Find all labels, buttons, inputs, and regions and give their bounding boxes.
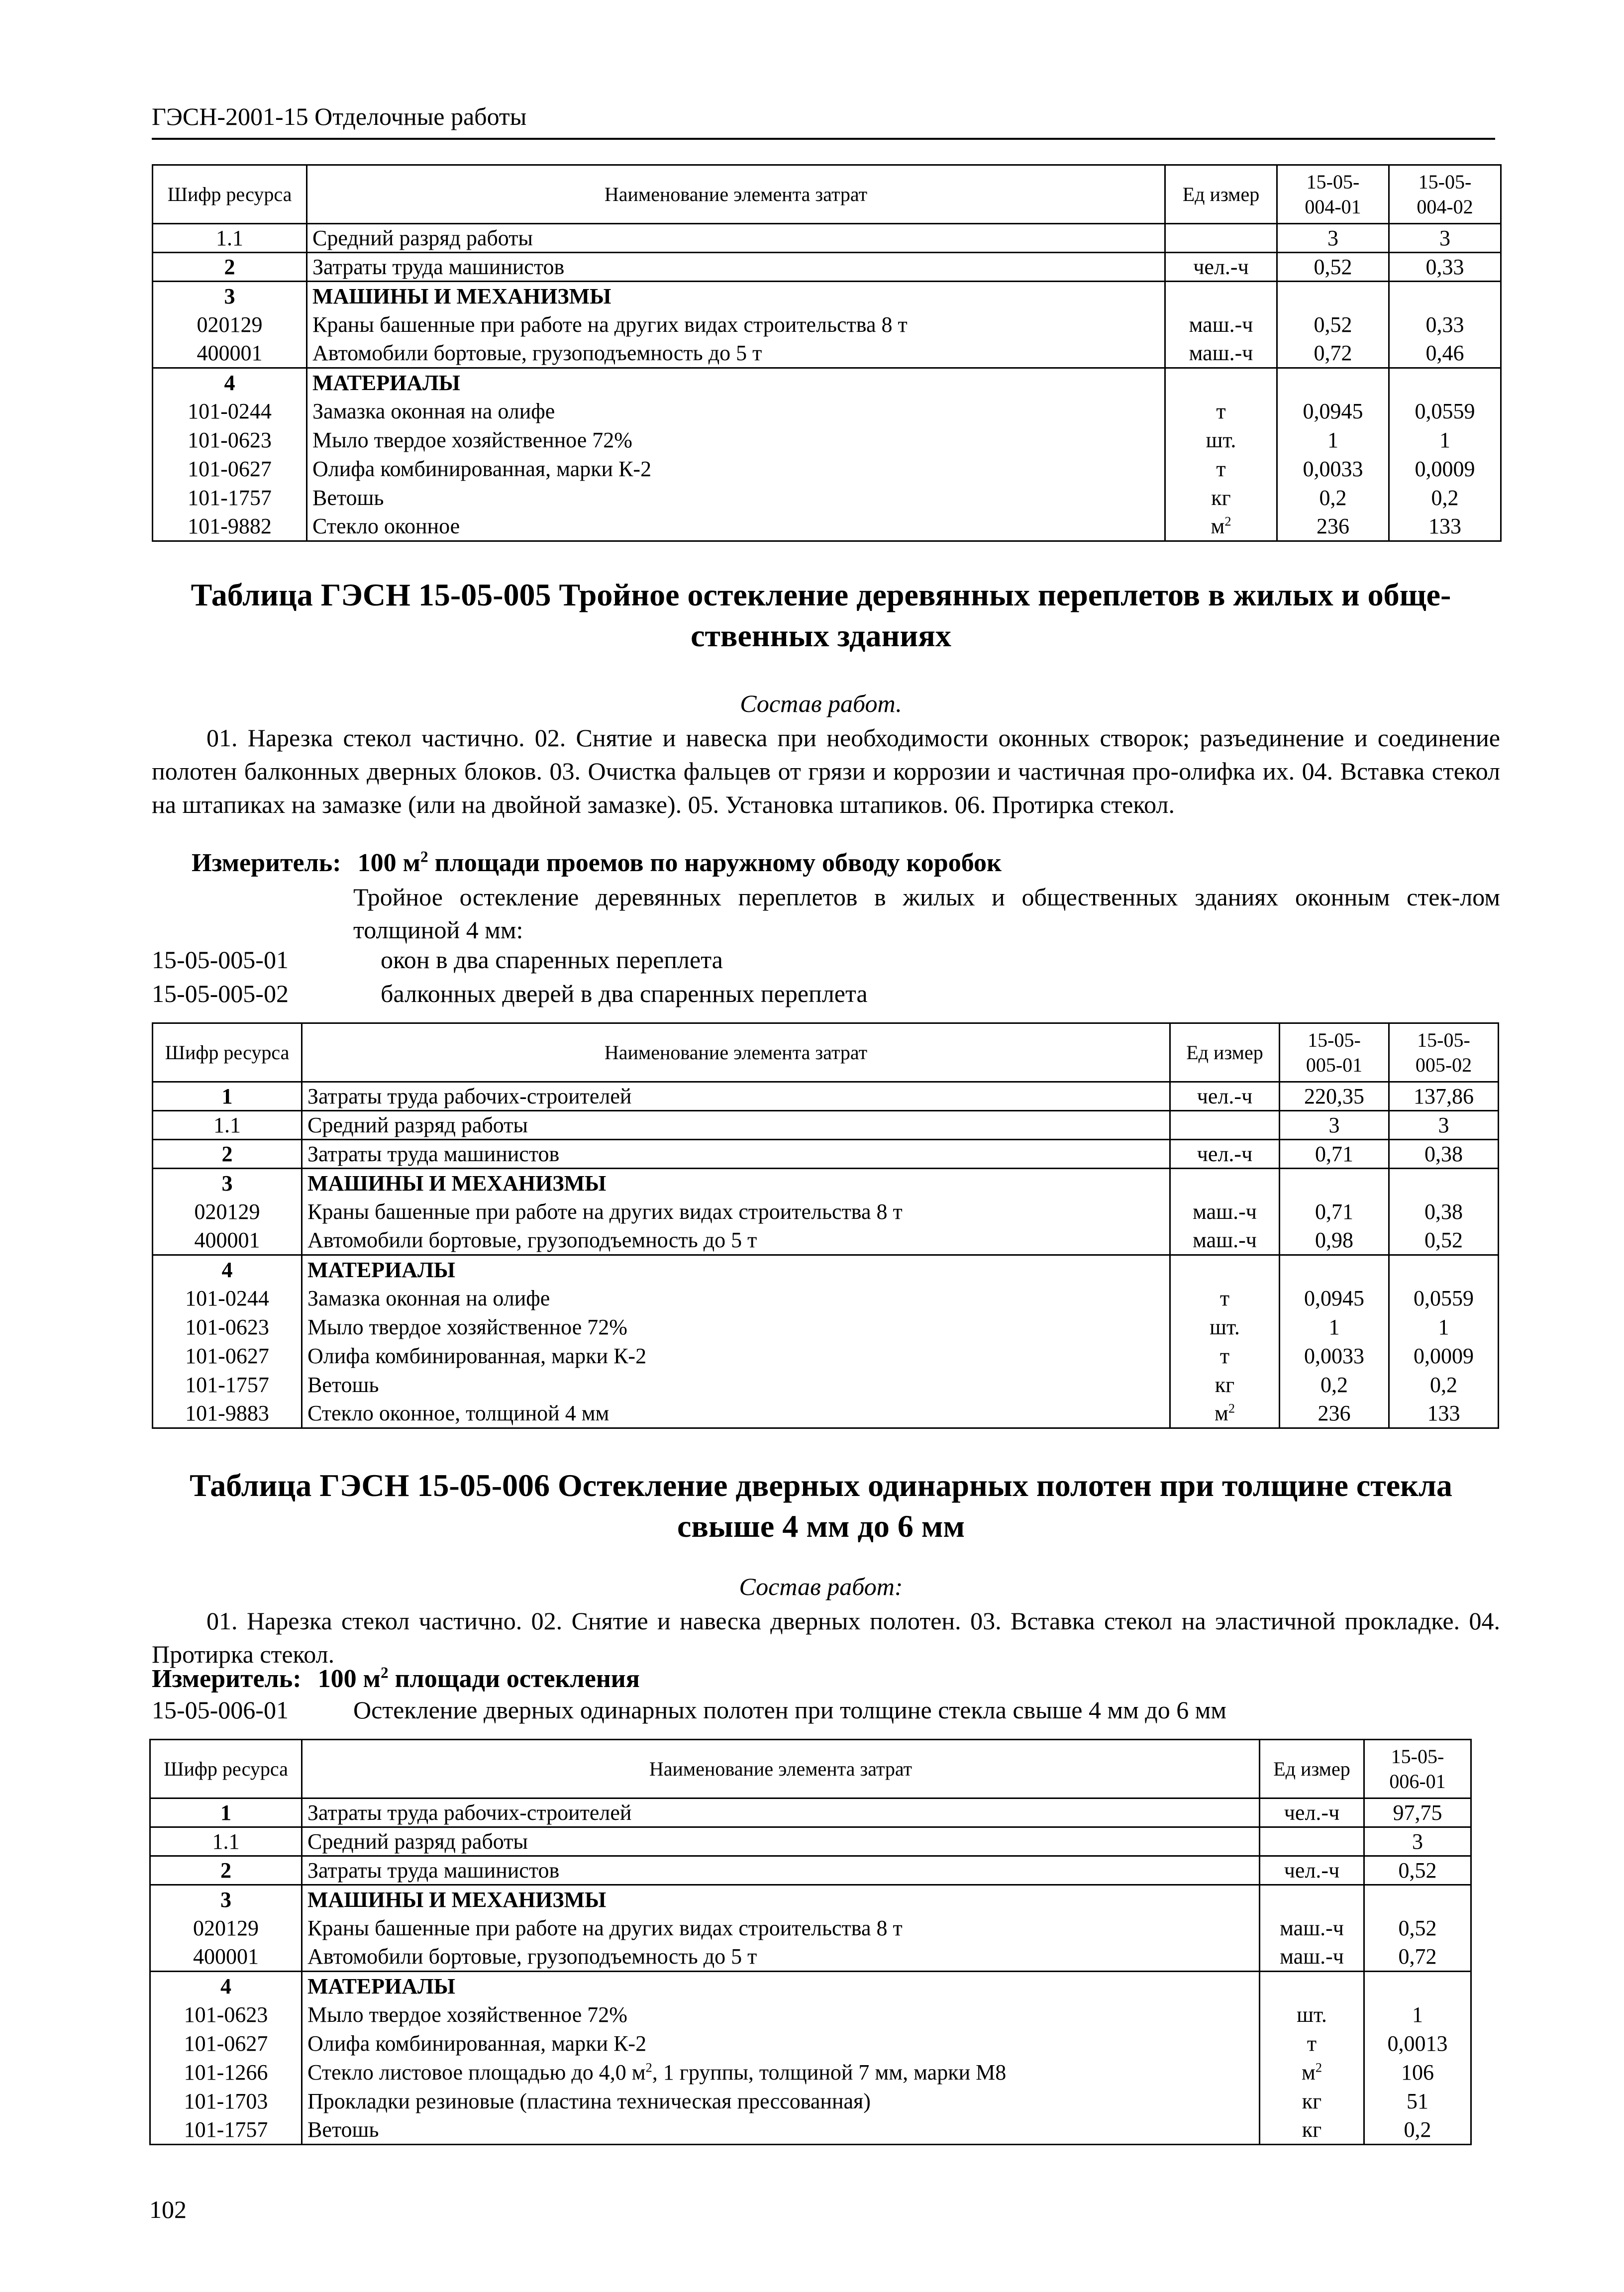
resource-name: Замазка оконная на олифе	[302, 1284, 1170, 1313]
unit-cell	[1170, 1255, 1280, 1284]
resource-code: 400001	[153, 1226, 302, 1255]
composition-text-body: 01. Нарезка стекол частично. 02. Снятие и навеска при необходимости оконных створок; разъединение и соединение полотен балконных дверных блоков. 03. Очистка фальцев от грязи и коррозии и частичная про-олифка их. 04. Вставка стекол на штапиках на замазке (или на двойной замазке). 05. Установка штапиков. 06. Протирка стекол.	[152, 724, 1500, 818]
value-cell: 3	[1389, 224, 1501, 253]
value-cell: 1	[1364, 2000, 1471, 2029]
table-row	[153, 397, 1501, 426]
variant-line	[152, 945, 723, 974]
value-cell: 0,46	[1389, 339, 1501, 368]
value-cell: 0,2	[1364, 2116, 1471, 2145]
table-title-006	[149, 1465, 1493, 1547]
table-title-005	[149, 575, 1493, 656]
unit-cell	[1260, 1885, 1364, 1914]
resource-name: Затраты труда машинистов	[307, 253, 1165, 282]
header-unit: Ед измер	[1260, 1740, 1364, 1798]
table-row	[153, 1255, 1499, 1284]
unit-cell: чел.-ч	[1170, 1140, 1280, 1169]
unit-cell: т	[1260, 2029, 1364, 2058]
value-cell: 0,0033	[1280, 1342, 1389, 1371]
resource-code: 2	[153, 253, 307, 282]
value-cell	[1280, 1169, 1389, 1197]
header-code: Шифр ресурса	[153, 1023, 302, 1082]
resource-name: Ветошь	[302, 2116, 1260, 2145]
resource-name: Затраты труда машинистов	[302, 1856, 1260, 1885]
value-cell	[1364, 1885, 1471, 1914]
resource-code: 101-1757	[153, 1371, 302, 1399]
resource-code: 4	[153, 368, 307, 397]
unit-cell: кг	[1260, 2116, 1364, 2145]
unit-cell: кг	[1260, 2087, 1364, 2116]
value-cell: 236	[1277, 512, 1389, 541]
resource-code: 101-1757	[150, 2116, 302, 2145]
resource-name: Краны башенные при работе на других видах строительства 8 т	[307, 310, 1165, 339]
value-cell: 97,75	[1364, 1798, 1471, 1827]
header-code: Шифр ресурса	[150, 1740, 302, 1798]
resource-name: Ветошь	[302, 1371, 1170, 1399]
table-row	[153, 282, 1501, 310]
resource-name-sup: 2	[645, 2060, 652, 2075]
value-cell: 0,71	[1280, 1197, 1389, 1226]
variant-text: окон в два спаренных переплета	[381, 946, 723, 974]
unit-cell: чел.-ч	[1260, 1798, 1364, 1827]
unit-cell: т	[1165, 397, 1277, 426]
unit-cell: шт.	[1260, 2000, 1364, 2029]
resource-code: 101-1757	[153, 484, 307, 512]
unit-cell	[1165, 368, 1277, 397]
unit-cell	[1260, 2058, 1364, 2087]
value-cell: 1	[1280, 1313, 1389, 1342]
value-cell: 0,0009	[1389, 455, 1501, 484]
unit-cell	[1165, 512, 1277, 541]
header-variant-1: 15-05- 006-01	[1364, 1740, 1471, 1798]
resource-name: Мыло твердое хозяйственное 72%	[302, 1313, 1170, 1342]
resource-name: Ветошь	[307, 484, 1165, 512]
value-cell: 133	[1389, 512, 1501, 541]
resource-code: 1.1	[153, 224, 307, 253]
resource-code: 101-1266	[150, 2058, 302, 2087]
table-row	[150, 1885, 1471, 1914]
value-cell: 0,2	[1389, 1371, 1499, 1399]
table-title-line: ственных зданиях	[691, 617, 951, 653]
variant-line	[152, 979, 868, 1008]
value-cell	[1389, 368, 1501, 397]
header-name: Наименование элемента затрат	[302, 1740, 1260, 1798]
resource-name: МАТЕРИАЛЫ	[302, 1972, 1260, 2000]
resource-table-004	[152, 164, 1502, 542]
composition-text	[152, 1604, 1500, 1671]
value-cell: 0,0559	[1389, 397, 1501, 426]
table-row	[153, 1197, 1499, 1226]
table-row	[150, 1798, 1471, 1827]
value-cell	[1280, 1255, 1389, 1284]
table-row	[153, 1226, 1499, 1255]
table-row	[153, 1342, 1499, 1371]
meter-sup: 2	[381, 1664, 389, 1682]
value-cell: 0,33	[1389, 310, 1501, 339]
value-cell	[1277, 368, 1389, 397]
composition-text	[152, 721, 1500, 821]
resource-code: 3	[150, 1885, 302, 1914]
resource-name: Средний разряд работы	[302, 1111, 1170, 1140]
resource-name: Замазка оконная на олифе	[307, 397, 1165, 426]
resource-code: 101-0623	[150, 2000, 302, 2029]
value-cell: 106	[1364, 2058, 1471, 2087]
resource-name: Мыло твердое хозяйственное 72%	[307, 426, 1165, 455]
value-cell: 3	[1280, 1111, 1389, 1140]
value-cell: 51	[1364, 2087, 1471, 2116]
value-cell: 1	[1389, 1313, 1499, 1342]
value-cell: 0,0945	[1277, 397, 1389, 426]
resource-name: Олифа комбинированная, марки К-2	[302, 2029, 1260, 2058]
table-row	[150, 2058, 1471, 2087]
meter-value: 100 м	[317, 1665, 381, 1693]
table-row	[153, 1140, 1499, 1169]
resource-code: 020129	[153, 1197, 302, 1226]
unit-cell: чел.-ч	[1170, 1082, 1280, 1111]
resource-name: МАШИНЫ И МЕХАНИЗМЫ	[302, 1885, 1260, 1914]
variant-text: балконных дверей в два спаренных переплета	[381, 980, 868, 1007]
resource-name: Затраты труда рабочих-строителей	[302, 1082, 1170, 1111]
table-title-line: свыше 4 мм до 6 мм	[677, 1508, 965, 1544]
table-row	[150, 2116, 1471, 2145]
value-cell: 0,0945	[1280, 1284, 1389, 1313]
header-variant-2: 15-05- 004-02	[1389, 165, 1501, 224]
resource-code: 020129	[153, 310, 307, 339]
composition-text-body: 01. Нарезка стекол частично. 02. Снятие и навеска дверных полотен. 03. Вставка стекол на эластичной прокладке. 04. Протирка стекол.	[152, 1607, 1500, 1668]
value-cell: 133	[1389, 1399, 1499, 1428]
unit-cell: кг	[1165, 484, 1277, 512]
table-row	[150, 1827, 1471, 1856]
resource-name: Автомобили бортовые, грузоподъемность до 5 т	[302, 1226, 1170, 1255]
unit-text: м	[1214, 1401, 1228, 1426]
value-cell: 137,86	[1389, 1082, 1499, 1111]
resource-code: 3	[153, 282, 307, 310]
unit-cell: т	[1165, 455, 1277, 484]
resource-name: Средний разряд работы	[307, 224, 1165, 253]
resource-code: 400001	[153, 339, 307, 368]
table-row	[153, 1284, 1499, 1313]
resource-name: Олифа комбинированная, марки К-2	[307, 455, 1165, 484]
value-cell: 0,52	[1389, 1226, 1499, 1255]
value-cell: 220,35	[1280, 1082, 1389, 1111]
unit-cell: маш.-ч	[1170, 1226, 1280, 1255]
unit-sup: 2	[1228, 1400, 1235, 1416]
resource-code: 101-9882	[153, 512, 307, 541]
unit-sup: 2	[1315, 2060, 1322, 2075]
value-cell	[1389, 282, 1501, 310]
value-cell: 0,0013	[1364, 2029, 1471, 2058]
resource-code: 4	[150, 1972, 302, 2000]
header-name: Наименование элемента затрат	[307, 165, 1165, 224]
table-row	[153, 512, 1501, 541]
resource-name: Краны башенные при работе на других видах строительства 8 т	[302, 1197, 1170, 1226]
value-cell: 0,0559	[1389, 1284, 1499, 1313]
resource-code: 2	[153, 1140, 302, 1169]
resource-name: Средний разряд работы	[302, 1827, 1260, 1856]
resource-name: Олифа комбинированная, марки К-2	[302, 1342, 1170, 1371]
resource-code: 101-0627	[150, 2029, 302, 2058]
resource-name: Затраты труда рабочих-строителей	[302, 1798, 1260, 1827]
unit-cell: кг	[1170, 1371, 1280, 1399]
table-row	[153, 253, 1501, 282]
value-cell: 1	[1389, 426, 1501, 455]
resource-name-tail: , 1 группы, толщиной 7 мм, марки М8	[652, 2060, 1007, 2085]
table-row	[150, 1943, 1471, 1972]
resource-table-005	[152, 1022, 1499, 1429]
unit-cell	[1260, 1827, 1364, 1856]
resource-name: Стекло оконное	[307, 512, 1165, 541]
meter-label: Измеритель:	[192, 849, 341, 877]
value-cell: 3	[1277, 224, 1389, 253]
variant-code: 15-05-006-01	[152, 1696, 289, 1724]
resource-name: Мыло твердое хозяйственное 72%	[302, 2000, 1260, 2029]
table-title-line: Таблица ГЭСН 15-05-005 Тройное остекление деревянных переплетов в жилых и обще-	[191, 577, 1451, 612]
composition-label: Состав работ.	[740, 690, 902, 717]
value-cell: 0,38	[1389, 1197, 1499, 1226]
value-cell: 0,2	[1277, 484, 1389, 512]
value-cell: 0,38	[1389, 1140, 1499, 1169]
value-cell: 0,52	[1364, 1856, 1471, 1885]
value-cell: 0,98	[1280, 1226, 1389, 1255]
resource-name: Прокладки резиновые (пластина техническая прессованная)	[302, 2087, 1260, 2116]
value-cell: 1	[1277, 426, 1389, 455]
table-row	[153, 426, 1501, 455]
variant-line	[152, 1695, 1226, 1724]
table-row	[153, 1313, 1499, 1342]
resource-code: 101-0623	[153, 1313, 302, 1342]
running-header: ГЭСН-2001-15 Отделочные работы	[152, 102, 1495, 140]
resource-code: 020129	[150, 1914, 302, 1943]
resource-code: 1	[153, 1082, 302, 1111]
resource-code: 3	[153, 1169, 302, 1197]
resource-name: Затраты труда машинистов	[302, 1140, 1170, 1169]
header-unit: Ед измер	[1170, 1023, 1280, 1082]
resource-code: 400001	[150, 1943, 302, 1972]
unit-cell: маш.-ч	[1170, 1197, 1280, 1226]
table-row	[150, 2029, 1471, 2058]
table-row	[150, 2087, 1471, 2116]
table-title-line: Таблица ГЭСН 15-05-006 Остекление дверных одинарных полотен при толщине стекла	[190, 1468, 1452, 1503]
unit-cell	[1165, 224, 1277, 253]
unit-cell	[1170, 1169, 1280, 1197]
unit-text: м	[1301, 2060, 1316, 2085]
resource-name: МАШИНЫ И МЕХАНИЗМЫ	[302, 1169, 1170, 1197]
table-row	[153, 339, 1501, 368]
resource-code: 1	[150, 1798, 302, 1827]
table-row	[153, 310, 1501, 339]
value-cell: 0,33	[1389, 253, 1501, 282]
table-row	[150, 1972, 1471, 2000]
resource-code: 1.1	[153, 1111, 302, 1140]
meter-value: 100 м	[357, 849, 421, 877]
table-row	[153, 1371, 1499, 1399]
meter-tail: площади проемов по наружному обводу коробок	[428, 849, 1002, 877]
meter-line	[152, 1664, 640, 1694]
value-cell: 0,52	[1277, 310, 1389, 339]
unit-cell: маш.-ч	[1260, 1943, 1364, 1972]
value-cell: 0,71	[1280, 1140, 1389, 1169]
value-cell: 0,2	[1389, 484, 1501, 512]
resource-name-text: Стекло листовое площадью до 4,0 м	[307, 2060, 646, 2085]
resource-name: Автомобили бортовые, грузоподъемность до 5 т	[307, 339, 1165, 368]
unit-cell: т	[1170, 1342, 1280, 1371]
value-cell	[1389, 1169, 1499, 1197]
value-cell	[1277, 282, 1389, 310]
resource-name: МАТЕРИАЛЫ	[307, 368, 1165, 397]
header-name: Наименование элемента затрат	[302, 1023, 1170, 1082]
value-cell: 0,72	[1277, 339, 1389, 368]
unit-cell: маш.-ч	[1165, 310, 1277, 339]
meter-sup: 2	[420, 848, 428, 866]
unit-text: м	[1211, 514, 1225, 539]
unit-sup: 2	[1224, 513, 1231, 529]
resource-code: 101-0244	[153, 397, 307, 426]
composition-label: Состав работ:	[739, 1573, 903, 1600]
value-cell: 236	[1280, 1399, 1389, 1428]
table-row	[150, 1856, 1471, 1885]
variant-intro: Тройное остекление деревянных переплетов в жилых и общественных зданиях оконным стек-лом толщиной 4 мм:	[353, 883, 1500, 944]
resource-name: МАШИНЫ И МЕХАНИЗМЫ	[307, 282, 1165, 310]
resource-code: 101-9883	[153, 1399, 302, 1428]
table-row	[150, 2000, 1471, 2029]
resource-table-006	[149, 1739, 1472, 2145]
table-row	[153, 1111, 1499, 1140]
resource-code: 4	[153, 1255, 302, 1284]
resource-code: 101-0627	[153, 1342, 302, 1371]
table-row	[150, 1914, 1471, 1943]
table-row	[153, 368, 1501, 397]
page-number: 102	[149, 2195, 187, 2223]
value-cell: 0,52	[1277, 253, 1389, 282]
value-cell: 0,72	[1364, 1943, 1471, 1972]
value-cell	[1364, 1972, 1471, 2000]
header-variant-2: 15-05- 005-02	[1389, 1023, 1499, 1082]
value-cell: 3	[1364, 1827, 1471, 1856]
resource-code: 101-0627	[153, 455, 307, 484]
value-cell: 0,0009	[1389, 1342, 1499, 1371]
header-variant-1: 15-05- 004-01	[1277, 165, 1389, 224]
variant-code: 15-05-005-02	[152, 980, 289, 1007]
resource-code: 1.1	[150, 1827, 302, 1856]
value-cell: 0,0033	[1277, 455, 1389, 484]
header-variant-1: 15-05- 005-01	[1280, 1023, 1389, 1082]
resource-name: Стекло оконное, толщиной 4 мм	[302, 1399, 1170, 1428]
value-cell: 3	[1389, 1111, 1499, 1140]
value-cell	[1389, 1255, 1499, 1284]
table-row	[153, 1082, 1499, 1111]
unit-cell: чел.-ч	[1260, 1856, 1364, 1885]
table-row	[153, 224, 1501, 253]
resource-name: Краны башенные при работе на других видах строительства 8 т	[302, 1914, 1260, 1943]
unit-cell: маш.-ч	[1165, 339, 1277, 368]
resource-code: 2	[150, 1856, 302, 1885]
table-row	[153, 1169, 1499, 1197]
resource-code: 101-1703	[150, 2087, 302, 2116]
value-cell: 0,2	[1280, 1371, 1389, 1399]
resource-name	[302, 2058, 1260, 2087]
header-unit: Ед измер	[1165, 165, 1277, 224]
unit-cell	[1170, 1111, 1280, 1140]
table-row	[153, 484, 1501, 512]
unit-cell: шт.	[1170, 1313, 1280, 1342]
meter-tail: площади остекления	[388, 1665, 640, 1693]
variant-code: 15-05-005-01	[152, 946, 289, 974]
unit-cell	[1260, 1972, 1364, 2000]
resource-name: Автомобили бортовые, грузоподъемность до 5 т	[302, 1943, 1260, 1972]
header-code: Шифр ресурса	[153, 165, 307, 224]
meter-label: Измеритель:	[152, 1665, 302, 1693]
table-row	[153, 455, 1501, 484]
meter-line	[192, 848, 1002, 878]
table-row	[153, 1399, 1499, 1428]
unit-cell: чел.-ч	[1165, 253, 1277, 282]
unit-cell: маш.-ч	[1260, 1914, 1364, 1943]
resource-code: 101-0244	[153, 1284, 302, 1313]
resource-code: 101-0623	[153, 426, 307, 455]
unit-cell: шт.	[1165, 426, 1277, 455]
unit-cell	[1165, 282, 1277, 310]
value-cell: 0,52	[1364, 1914, 1471, 1943]
unit-cell: т	[1170, 1284, 1280, 1313]
unit-cell	[1170, 1399, 1280, 1428]
resource-name: МАТЕРИАЛЫ	[302, 1255, 1170, 1284]
variant-text: Остекление дверных одинарных полотен при толщине стекла свыше 4 мм до 6 мм	[353, 1696, 1227, 1724]
